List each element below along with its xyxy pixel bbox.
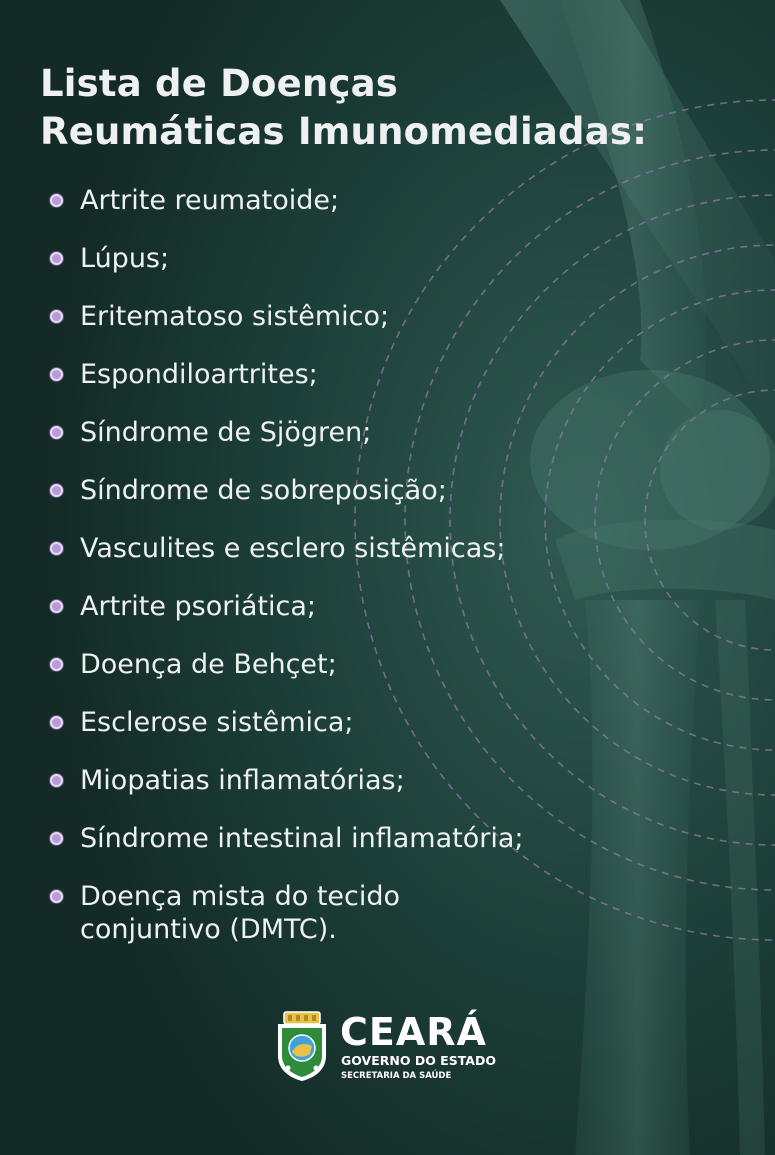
list-item bbox=[48, 358, 748, 416]
list-item bbox=[48, 242, 748, 300]
list-item bbox=[48, 822, 748, 880]
ceara-government-logo bbox=[274, 1010, 514, 1090]
list-item-label: Eritematoso sistêmico; bbox=[80, 301, 390, 332]
list-item-label: Artrite reumatoide; bbox=[80, 185, 340, 216]
list-item-label: Doença de Behçet; bbox=[80, 649, 337, 680]
bullet-icon bbox=[50, 832, 63, 845]
coat-of-arms-icon bbox=[274, 1010, 330, 1082]
list-item-label: Doença mista do tecido conjuntivo (DMTC). bbox=[80, 881, 401, 945]
bullet-icon bbox=[50, 194, 63, 207]
bullet-icon bbox=[50, 310, 63, 323]
list-item-label: Miopatias inflamatórias; bbox=[80, 765, 405, 796]
list-item-label: Lúpus; bbox=[80, 243, 170, 274]
list-item bbox=[48, 300, 748, 358]
list-item-label: Artrite psoriática; bbox=[80, 591, 316, 622]
bullet-icon bbox=[50, 252, 63, 265]
list-item bbox=[48, 648, 748, 706]
bullet-icon bbox=[50, 600, 63, 613]
bullet-icon bbox=[50, 774, 63, 787]
logo-subtitle: GOVERNO DO ESTADO bbox=[341, 1053, 496, 1068]
title-line-1: Lista de Doenças bbox=[40, 62, 398, 105]
disease-list bbox=[48, 184, 748, 960]
bullet-icon bbox=[50, 484, 63, 497]
bullet-icon bbox=[50, 542, 63, 555]
bullet-icon bbox=[50, 890, 63, 903]
page-title bbox=[40, 60, 740, 156]
list-item-label: Espondiloartrites; bbox=[80, 359, 318, 390]
list-item-label: Esclerose sistêmica; bbox=[80, 707, 354, 738]
list-item bbox=[48, 532, 748, 590]
list-item bbox=[48, 416, 748, 474]
list-item-label: Síndrome de Sjögren; bbox=[80, 417, 372, 448]
list-item bbox=[48, 590, 748, 648]
title-line-2: Reumáticas Imunomediadas: bbox=[40, 110, 648, 153]
list-item-label: Vasculites e esclero sistêmicas; bbox=[80, 533, 506, 564]
list-item-label: Síndrome intestinal inflamatória; bbox=[80, 823, 524, 854]
list-item bbox=[48, 764, 748, 822]
list-item bbox=[48, 880, 748, 960]
list-item-label: Síndrome de sobreposição; bbox=[80, 475, 447, 506]
bullet-icon bbox=[50, 426, 63, 439]
list-item bbox=[48, 706, 748, 764]
list-item bbox=[48, 184, 748, 242]
bullet-icon bbox=[50, 658, 63, 671]
logo-name: CEARÁ bbox=[340, 1010, 487, 1054]
list-item bbox=[48, 474, 748, 532]
bullet-icon bbox=[50, 716, 63, 729]
logo-department: SECRETARIA DA SAÚDE bbox=[341, 1071, 452, 1081]
bullet-icon bbox=[50, 368, 63, 381]
